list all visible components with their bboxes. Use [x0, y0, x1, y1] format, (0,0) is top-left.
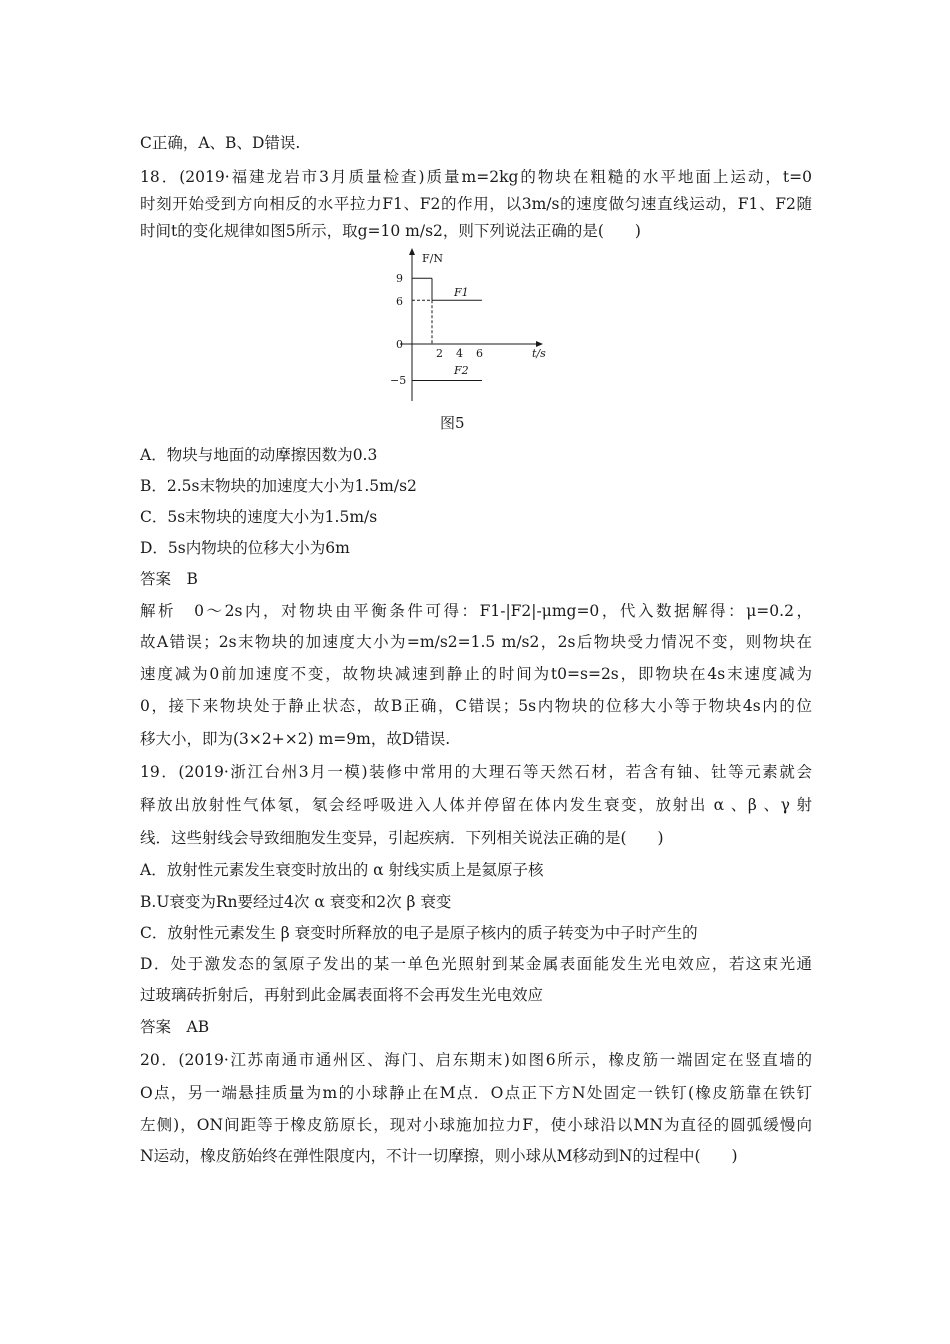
text-line: C正确，A、B、D错误.	[140, 134, 301, 152]
y-axis-label: F/N	[422, 252, 443, 265]
option-b: B．2.5s末物块的加速度大小为1.5m/s2	[140, 477, 417, 495]
question-18-line: 时刻开始受到方向相反的水平拉力F1、F2的作用，以3m/s的速度做匀速直线运动，F1、F2随	[140, 195, 812, 213]
y-tick-label: −5	[390, 374, 407, 387]
option-a: A．放射性元素发生衰变时放出的 α 射线实质上是氦原子核	[140, 861, 544, 879]
x-tick-label: 4	[456, 347, 463, 360]
question-18-line: 18．(2019·福建龙岩市3月质量检查)质量m=2kg的物块在粗糙的水平地面上运动，t=0	[140, 168, 812, 186]
question-18-line: 时间t的变化规律如图5所示，取g=10 m/s2，则下列说法正确的是( )	[140, 222, 641, 240]
force-time-graph	[360, 246, 560, 401]
option-c: C．5s末物块的速度大小为1.5m/s	[140, 508, 378, 526]
graph-svg	[360, 246, 560, 401]
option-b: B.U衰变为Rn要经过4次 α 衰变和2次 β 衰变	[140, 893, 452, 911]
question-20-line: 20．(2019·江苏南通市通州区、海门、启东期末)如图6所示，橡皮筋一端固定在竖直墙的	[140, 1051, 812, 1069]
question-19-line: 19．(2019·浙江台州3月一模)装修中常用的大理石等天然石材，若含有铀、钍等元素就会	[140, 763, 812, 781]
answer-19: 答案 AB	[140, 1018, 210, 1036]
option-d: D．5s内物块的位移大小为6m	[140, 539, 350, 557]
answer-18: 答案 B	[140, 570, 198, 588]
solution-line: 故A错误；2s末物块的加速度大小为=m/s2=1.5 m/s2，2s后物块受力情况不变，则物块在	[140, 633, 812, 651]
x-tick-label: 2	[436, 347, 443, 360]
solution-line: 0，接下来物块处于静止状态，故B正确，C错误；5s内物块的位移大小等于物块4s内的位	[140, 697, 812, 715]
x-tick-label: 6	[476, 347, 483, 360]
solution-line: 速度减为0前加速度不变，故物块减速到静止的时间为t0=s=2s，即物块在4s末速度减为	[140, 665, 812, 683]
solution-line: 移大小，即为(3×2+×2) m=9m，故D错误.	[140, 730, 451, 748]
question-19-line: 线．这些射线会导致细胞发生变异，引起疾病．下列相关说法正确的是( )	[140, 829, 664, 847]
option-d: D．处于激发态的氢原子发出的某一单色光照射到某金属表面能发生光电效应，若这束光通	[140, 955, 812, 973]
f1-label: F1	[454, 286, 469, 299]
question-20-line: N运动，橡皮筋始终在弹性限度内，不计一切摩擦，则小球从M移动到N的过程中( )	[140, 1147, 738, 1165]
series-layer	[412, 278, 482, 380]
solution-line: 解析 0～2s内，对物块由平衡条件可得：F1-|F2|-μmg=0，代入数据解得：μ=0.2，	[140, 602, 812, 620]
question-20-line: 左侧)，ON间距等于橡皮筋原长，现对小球施加拉力F，使小球沿以MN为直径的圆弧缓慢向	[140, 1116, 812, 1134]
y-tick-label: 0	[396, 338, 403, 351]
option-d-cont: 过玻璃砖折射后，再射到此金属表面将不会再发生光电效应	[140, 986, 544, 1004]
x-axis-label: t/s	[532, 347, 546, 360]
y-tick-label: 6	[396, 295, 403, 308]
question-20-line: O点，另一端悬挂质量为m的小球静止在M点．O点正下方N处固定一铁钉(橡皮筋靠在铁钉	[140, 1084, 812, 1102]
figure-caption: 图5	[440, 414, 465, 432]
option-a: A．物块与地面的动摩擦因数为0.3	[140, 446, 378, 464]
question-19-line: 释放出放射性气体氡，氡会经呼吸进入人体并停留在体内发生衰变，放射出 α 、β 、γ 射	[140, 796, 812, 814]
option-c: C．放射性元素发生 β 衰变时所释放的电子是原子核内的质子转变为中子时产生的	[140, 924, 698, 942]
y-axis-arrow	[409, 248, 415, 255]
y-tick-label: 9	[396, 272, 403, 285]
f2-label: F2	[454, 364, 469, 377]
